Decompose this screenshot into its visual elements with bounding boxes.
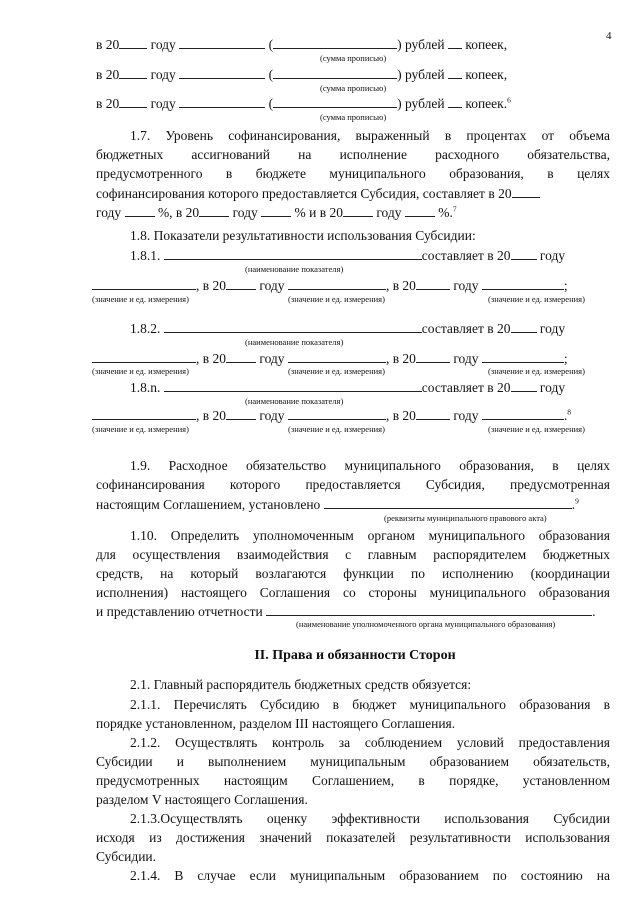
text-part: .: [571, 497, 576, 512]
field-caption: (значение и ед. измерения): [288, 366, 385, 376]
text-line: 2.1.2. Осуществлять контроль за соблюдением условий предоставления: [130, 735, 610, 750]
text-part: году: [96, 205, 122, 220]
year-prefix: в 20: [96, 67, 120, 82]
text-part: .: [592, 604, 596, 619]
text-part: , в 20: [385, 278, 416, 293]
text-part: % и в 20: [294, 205, 343, 220]
text-part: %.: [438, 205, 453, 220]
indicator-line: [130, 247, 565, 264]
indicator-number: 1.8.1.: [130, 248, 161, 263]
text-part: , в 20: [196, 351, 226, 366]
text-line: бюджетных ассигнований на исполнение расходного обязательства,: [96, 147, 610, 162]
text-line: 2.1.3.Осуществлять оценку эффективности использования Субсидии: [130, 811, 610, 826]
text-line: средств, на который возлагаются функции по исполнению (координации: [96, 566, 610, 581]
indicator-line: [130, 320, 565, 337]
section-heading: II. Права и обязанности Сторон: [254, 648, 456, 663]
field-caption: (значение и ед. измерения): [488, 424, 585, 434]
text-line: 2.1. Главный распорядитель бюджетных средств обязуется:: [130, 677, 472, 692]
text-line: софинансирования которого предоставляется Субсидия, предусмотренная: [96, 477, 610, 492]
kop-word: копеек,: [465, 67, 508, 82]
field-caption: (значение и ед. измерения): [92, 366, 189, 376]
text-line: [96, 185, 540, 202]
amount-row: в 20 году ( ) рублей копеек,: [96, 67, 508, 82]
text-line: 1.7. Уровень софинансирования, выраженный в процентах от объема: [130, 128, 610, 143]
field-caption: (реквизиты муниципального правового акта): [384, 513, 547, 523]
footnote-ref: 6: [507, 95, 511, 105]
year-word: году: [453, 278, 479, 293]
field-caption: (наименование показателя): [245, 337, 344, 347]
text-line: 1.9. Расходное обязательство муниципального образования, в целях: [130, 458, 610, 473]
field-caption: (значение и ед. измерения): [92, 424, 189, 434]
year-word: году: [453, 408, 479, 423]
field-caption: (значение и ед. измерения): [288, 424, 385, 434]
year-word: году: [259, 351, 285, 366]
text-part: софинансирования которого предоставляется Субсидия, составляет в 20: [96, 186, 512, 201]
kop-word: копеек.: [465, 96, 508, 111]
text-line: 2.1.4. В случае если муниципальным образованием по состоянию на: [130, 868, 610, 883]
text-part: , в 20: [385, 351, 416, 366]
text-part: %, в 20: [157, 205, 200, 220]
text-line: для осуществления взаимодействия с главным распорядителем бюджетных: [96, 547, 610, 562]
amount-caption: (сумма прописью): [320, 53, 387, 63]
text-part: , в 20: [196, 408, 226, 423]
text-line: исполнения) настоящего Соглашения со стороны муниципального образования: [96, 585, 610, 600]
text-part: году: [376, 205, 402, 220]
text-line: разделом V настоящего Соглашения.: [96, 792, 308, 807]
text-part: составляет в 20: [421, 248, 511, 263]
field-caption: (значение и ед. измерения): [488, 294, 585, 304]
rub-word: рублей: [404, 96, 445, 111]
text-line: [96, 603, 595, 620]
year-prefix: в 20: [96, 96, 120, 111]
text-part: , в 20: [196, 278, 226, 293]
year-prefix: в 20: [96, 37, 120, 52]
field-caption: (наименование уполномоченного органа муниципального образования): [296, 619, 556, 629]
field-caption: (значение и ед. измерения): [92, 294, 189, 304]
year-word: году: [150, 37, 176, 52]
year-word: году: [453, 351, 479, 366]
field-caption: (наименование показателя): [245, 264, 344, 274]
rub-word: рублей: [404, 37, 445, 52]
footnote-ref: 7: [452, 204, 457, 214]
indicator-number: 1.8.2.: [130, 321, 161, 336]
text-line: предусмотренных настоящим Соглашением, в порядке, установленном: [96, 773, 610, 788]
text-line: [96, 204, 457, 221]
field-caption: (значение и ед. измерения): [488, 366, 585, 376]
text-line: [96, 496, 579, 513]
year-word: году: [259, 408, 285, 423]
text-part: , в 20: [385, 408, 416, 423]
amount-caption: (сумма прописью): [320, 83, 387, 93]
indicator-number: 1.8.n.: [130, 380, 161, 395]
text-line: предусмотренного в бюджете муниципального образования, в целях: [96, 166, 610, 181]
text-part: настоящим Соглашением, установлено: [96, 497, 321, 512]
amount-caption: (сумма прописью): [320, 112, 387, 122]
value-line: [92, 407, 571, 424]
year-word: году: [539, 380, 566, 395]
text-part: составляет в 20: [421, 380, 511, 395]
text-part: ;: [563, 351, 568, 366]
text-part: .: [563, 408, 568, 423]
text-part: году: [232, 205, 258, 220]
year-word: году: [539, 321, 566, 336]
amount-row: в 20 году ( ) рублей копеек.$^6$: [96, 95, 511, 111]
text-line: 2.1.1. Перечислять Субсидию в бюджет муниципального образования в: [130, 697, 610, 712]
text-line: исходя из достижения значений показателей результативности использования: [96, 830, 610, 845]
amount-row: в 20 году ( ) рублей копеек,: [96, 37, 508, 52]
text-line: порядке установленном, разделом III настоящего Соглашения.: [96, 716, 456, 731]
text-part: ;: [563, 278, 568, 293]
text-line: Субсидии.: [96, 849, 157, 864]
text-part: составляет в 20: [421, 321, 511, 336]
page-number: 4: [606, 30, 612, 42]
rub-word: рублей: [404, 67, 445, 82]
kop-word: копеек,: [465, 37, 508, 52]
field-caption: (значение и ед. измерения): [288, 294, 385, 304]
paragraph-title: 1.8. Показатели результативности использования Субсидии:: [130, 228, 476, 243]
footnote-ref: 9: [575, 496, 579, 506]
text-line: 1.10. Определить уполномоченным органом муниципального образования: [130, 528, 610, 543]
year-word: году: [259, 278, 285, 293]
value-line: [92, 350, 568, 367]
year-word: году: [150, 96, 176, 111]
text-line: Субсидии и выполнением муниципальным образованием обязательств,: [96, 754, 610, 769]
text-part: и представлению отчетности: [96, 604, 263, 619]
year-word: году: [539, 248, 566, 263]
field-caption: (наименование показателя): [245, 396, 344, 406]
value-line: [92, 277, 568, 294]
indicator-line: [130, 379, 565, 396]
year-word: году: [150, 67, 176, 82]
footnote-ref: 8: [567, 407, 571, 417]
